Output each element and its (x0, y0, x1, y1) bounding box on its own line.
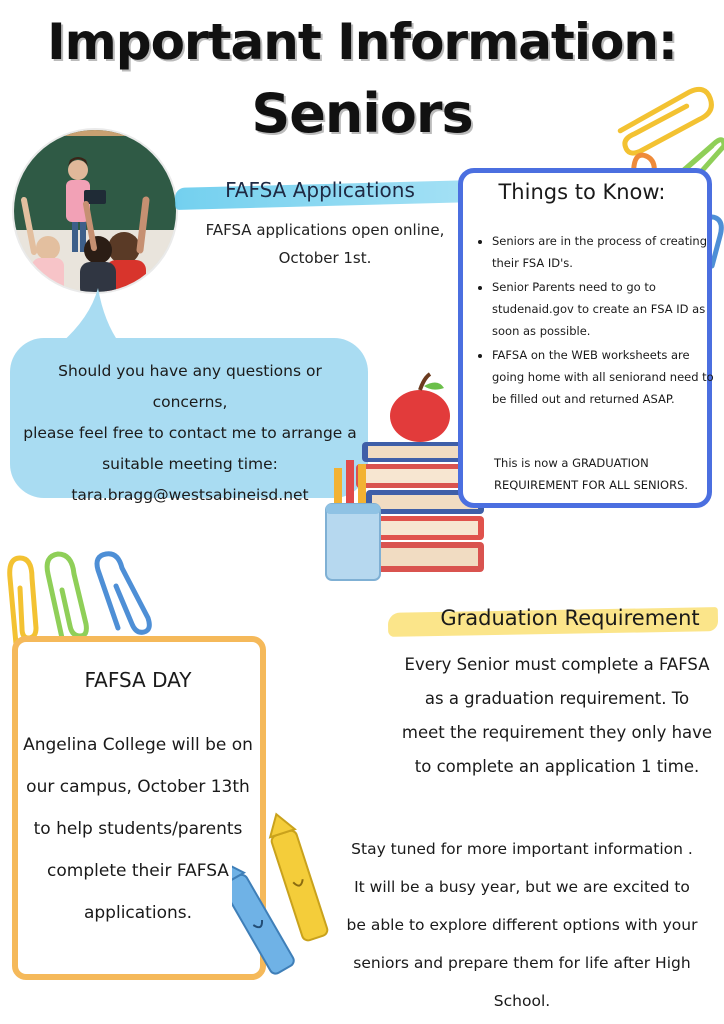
graduation-line: to complete an application 1 time. (414, 757, 700, 776)
list-item: • FAFSA on the WEB worksheets are going home with all seniorand need to be filled out and returned ASAP. (492, 344, 714, 410)
closing-text (326, 830, 718, 1020)
closing-line: Stay tuned for more important information . (351, 840, 693, 858)
closing-line: seniors and prepare them for life after High (353, 954, 691, 972)
fafsa-day-line: applications. (83, 903, 193, 923)
fafsa-day-heading: FAFSA DAY (84, 668, 192, 692)
classroom-photo (14, 130, 176, 292)
crayons-icon (232, 810, 336, 980)
page-title-line2: Seniors (251, 82, 473, 145)
contact-line: suitable meeting time: (102, 455, 278, 473)
fafsa-applications-line: FAFSA applications open online, (205, 221, 445, 239)
fafsa-day-line: to help students/parents (33, 819, 243, 839)
things-to-know-list (478, 230, 714, 412)
graduation-requirement-note: This is now a GRADUATION REQUIREMENT FOR ALL SENIORS. (494, 456, 689, 492)
page-title-line1: Important Information: (47, 13, 677, 71)
graduation-line: Every Senior must complete a FAFSA (404, 655, 710, 674)
fafsa-applications-line: October 1st. (278, 249, 372, 267)
list-item: • Senior Parents need to go to studenaid.gov to create an FSA ID as soon as possible. (492, 276, 714, 342)
fafsa-day-line: Angelina College will be on (23, 735, 253, 755)
closing-line: School. (493, 992, 551, 1010)
graduation-requirement-text (396, 648, 718, 784)
fafsa-applications-heading: FAFSA Applications (225, 178, 415, 202)
contact-line: Should you have any questions or concerns, (58, 362, 322, 411)
graduation-line: meet the requirement they only have (401, 723, 713, 742)
contact-text (22, 356, 358, 511)
closing-line: be able to explore different options with your (346, 916, 698, 934)
list-item: • Seniors are in the process of creating their FSA ID's. (492, 230, 714, 274)
fafsa-day-line: complete their FAFSA (47, 861, 229, 881)
fafsa-day-text (20, 724, 256, 934)
graduation-requirement-heading: Graduation Requirement (440, 606, 700, 630)
fafsa-applications-text (190, 216, 460, 272)
closing-line: It will be a busy year, but we are excited to (354, 878, 690, 896)
paperclip-row-icon (0, 548, 170, 648)
things-to-know-heading: Things to Know: (498, 180, 666, 204)
contact-line: please feel free to contact me to arrange a (23, 424, 357, 442)
fafsa-day-line: our campus, October 13th (26, 777, 250, 797)
contact-email: tara.bragg@westsabineisd.net (71, 486, 309, 504)
graduation-line: as a graduation requirement. To (424, 689, 690, 708)
